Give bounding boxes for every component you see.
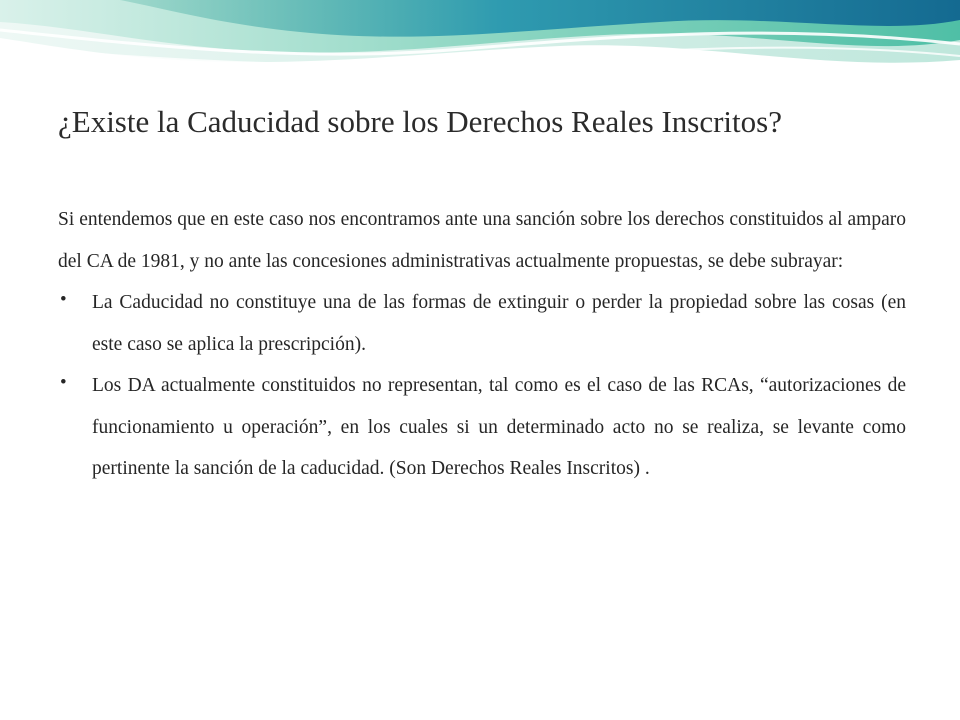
bullet-item-2 xyxy=(58,365,906,490)
bullet-list xyxy=(58,282,906,490)
slide-body xyxy=(58,199,906,490)
bullet-icon: • xyxy=(60,372,67,393)
bullet-icon: • xyxy=(60,289,67,310)
intro-paragraph: Si entendemos que en este caso nos encontramos ante una sanción sobre los derechos constituidos al amparo del CA de 1981, y no ante las concesiones administrativas actualmente propuestas, se debe subrayar: xyxy=(58,209,906,272)
bullet-item-1 xyxy=(58,282,906,365)
slide-title: ¿Existe la Caducidad sobre los Derechos Reales Inscritos? xyxy=(58,104,782,139)
bullet-text: La Caducidad no constituye una de las formas de extinguir o perder la propiedad sobre las cosas (en este caso se aplica la prescripción). xyxy=(92,292,906,355)
header-wave-decoration xyxy=(0,0,960,80)
bullet-text: Los DA actualmente constituidos no representan, tal como es el caso de las RCAs, “autorizaciones de funcionamiento u operación”, en los cuales si un determinado acto no se realiza, se levante como pertinente la sanción de la caducidad. (Son Derechos Reales Inscritos) . xyxy=(92,375,906,479)
